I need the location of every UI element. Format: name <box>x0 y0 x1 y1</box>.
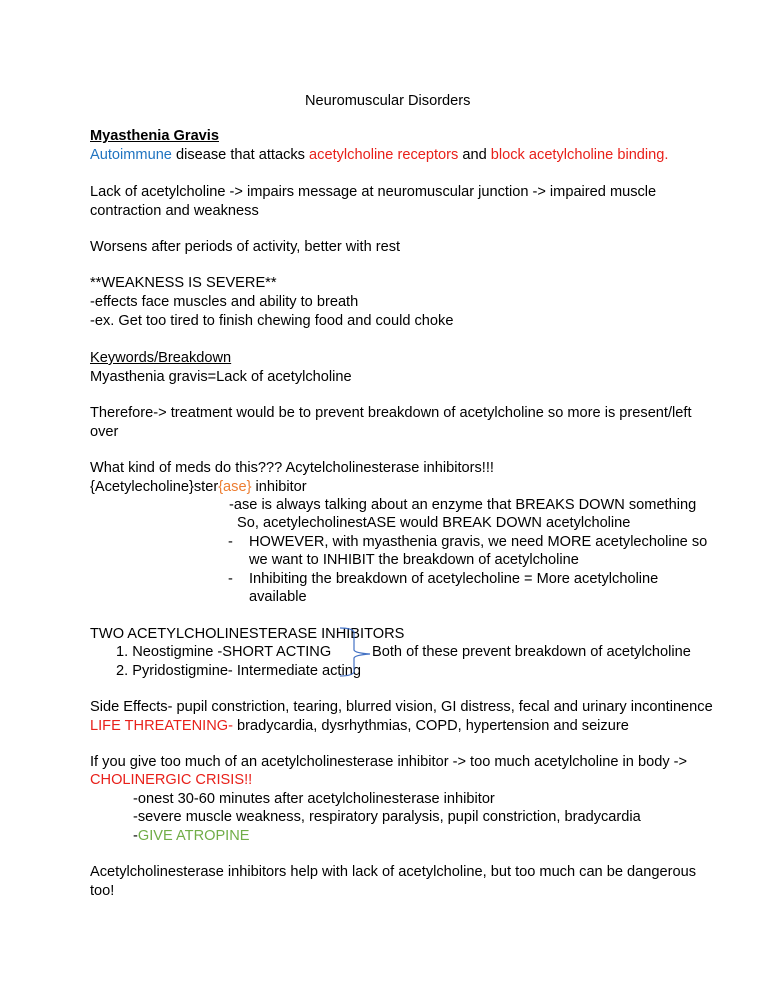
section-heading-myasthenia-gravis: Myasthenia Gravis <box>90 128 219 144</box>
page-title: Neuromuscular Disorders <box>305 93 471 109</box>
crisis-symptoms-line: -severe muscle weakness, respiratory paralysis, pupil constriction, bradycardia <box>133 809 641 825</box>
side-effects-line: Side Effects- pupil constriction, tearing, blurred vision, GI distress, fecal and urinary incontinence <box>90 699 713 715</box>
block-binding-text: block acetylcholine binding. <box>490 147 669 163</box>
weakness-line: **WEAKNESS IS SEVERE** <box>90 275 277 291</box>
definition-text-1: disease that attacks <box>171 147 310 163</box>
crisis-intro-line: If you give too much of an acetylcholinesterase inhibitor -> too much acetylcholine in body -> <box>90 754 688 770</box>
word-split-line <box>90 478 307 497</box>
definition-line <box>90 146 668 165</box>
cholinergic-crisis-label: CHOLINERGIC CRISIS!! <box>90 772 253 788</box>
keywords-line: Myasthenia gravis=Lack of acetylcholine <box>90 369 352 385</box>
word-split-ase: {ase} <box>218 479 252 495</box>
bullet-2-line-2: available <box>249 589 307 605</box>
life-threatening-label: LIFE THREATENING- <box>90 718 233 734</box>
section-heading-keywords: Keywords/Breakdown <box>90 350 232 366</box>
ase-note-line: -ase is always talking about an enzyme that BREAKS DOWN something <box>229 497 697 513</box>
life-threatening-text: bradycardia, dysrhythmias, COPD, hypertension and seizure <box>232 718 629 734</box>
conclusion-line-1: Acetylcholinesterase inhibitors help with lack of acetylcholine, but too much can be dangerous <box>90 864 696 880</box>
curly-brace-icon <box>338 626 374 678</box>
crisis-onset-line: -onest 30-60 minutes after acetylcholinesterase inhibitor <box>133 791 495 807</box>
give-atropine-text: GIVE ATROPINE <box>137 828 250 844</box>
receptors-text: acetylcholine receptors <box>309 147 459 163</box>
bullet-2-line-1: Inhibiting the breakdown of acetylecholine = More acetylcholine <box>249 571 659 587</box>
worsens-line: Worsens after periods of activity, better with rest <box>90 239 401 255</box>
meds-question-line: What kind of meds do this??? Acytelcholinesterase inhibitors!!! <box>90 460 494 476</box>
word-split-c: inhibitor <box>251 479 307 495</box>
word-split-a: {Acetylecholine}ster <box>90 479 219 495</box>
conclusion-line-2: too! <box>90 883 115 899</box>
atropine-dash: - <box>133 828 138 844</box>
atropine-line <box>133 827 250 846</box>
inhibitors-note: Both of these prevent breakdown of acetylcholine <box>372 644 691 660</box>
example-line: -ex. Get too tired to finish chewing food and could choke <box>90 313 454 329</box>
bullet-dash: - <box>228 571 233 587</box>
inhibitor-item-2: 2. Pyridostigmine- Intermediate acting <box>116 663 361 679</box>
effects-line: -effects face muscles and ability to breath <box>90 294 359 310</box>
autoimmune-text: Autoimmune <box>90 147 172 163</box>
bullet-dash: - <box>228 534 233 550</box>
therefore-line-1: Therefore-> treatment would be to prevent breakdown of acetylcholine so more is present/left <box>90 405 692 421</box>
lack-line-2: contraction and weakness <box>90 203 259 219</box>
so-note-line: So, acetylecholinestASE would BREAK DOWN acetylcholine <box>237 515 631 531</box>
lack-line-1: Lack of acetylcholine -> impairs message at neuromuscular junction -> impaired muscle <box>90 184 657 200</box>
therefore-line-2: over <box>90 424 119 440</box>
bullet-1-line-2: we want to INHIBIT the breakdown of acetylcholine <box>249 552 579 568</box>
life-threatening-line <box>90 717 629 736</box>
two-inhibitors-heading: TWO ACETYLCHOLINESTERASE INHIBITORS <box>90 626 405 642</box>
bullet-1-line-1: HOWEVER, with myasthenia gravis, we need MORE acetylecholine so <box>249 534 708 550</box>
definition-text-2: and <box>458 147 491 163</box>
inhibitor-item-1: 1. Neostigmine -SHORT ACTING <box>116 644 332 660</box>
